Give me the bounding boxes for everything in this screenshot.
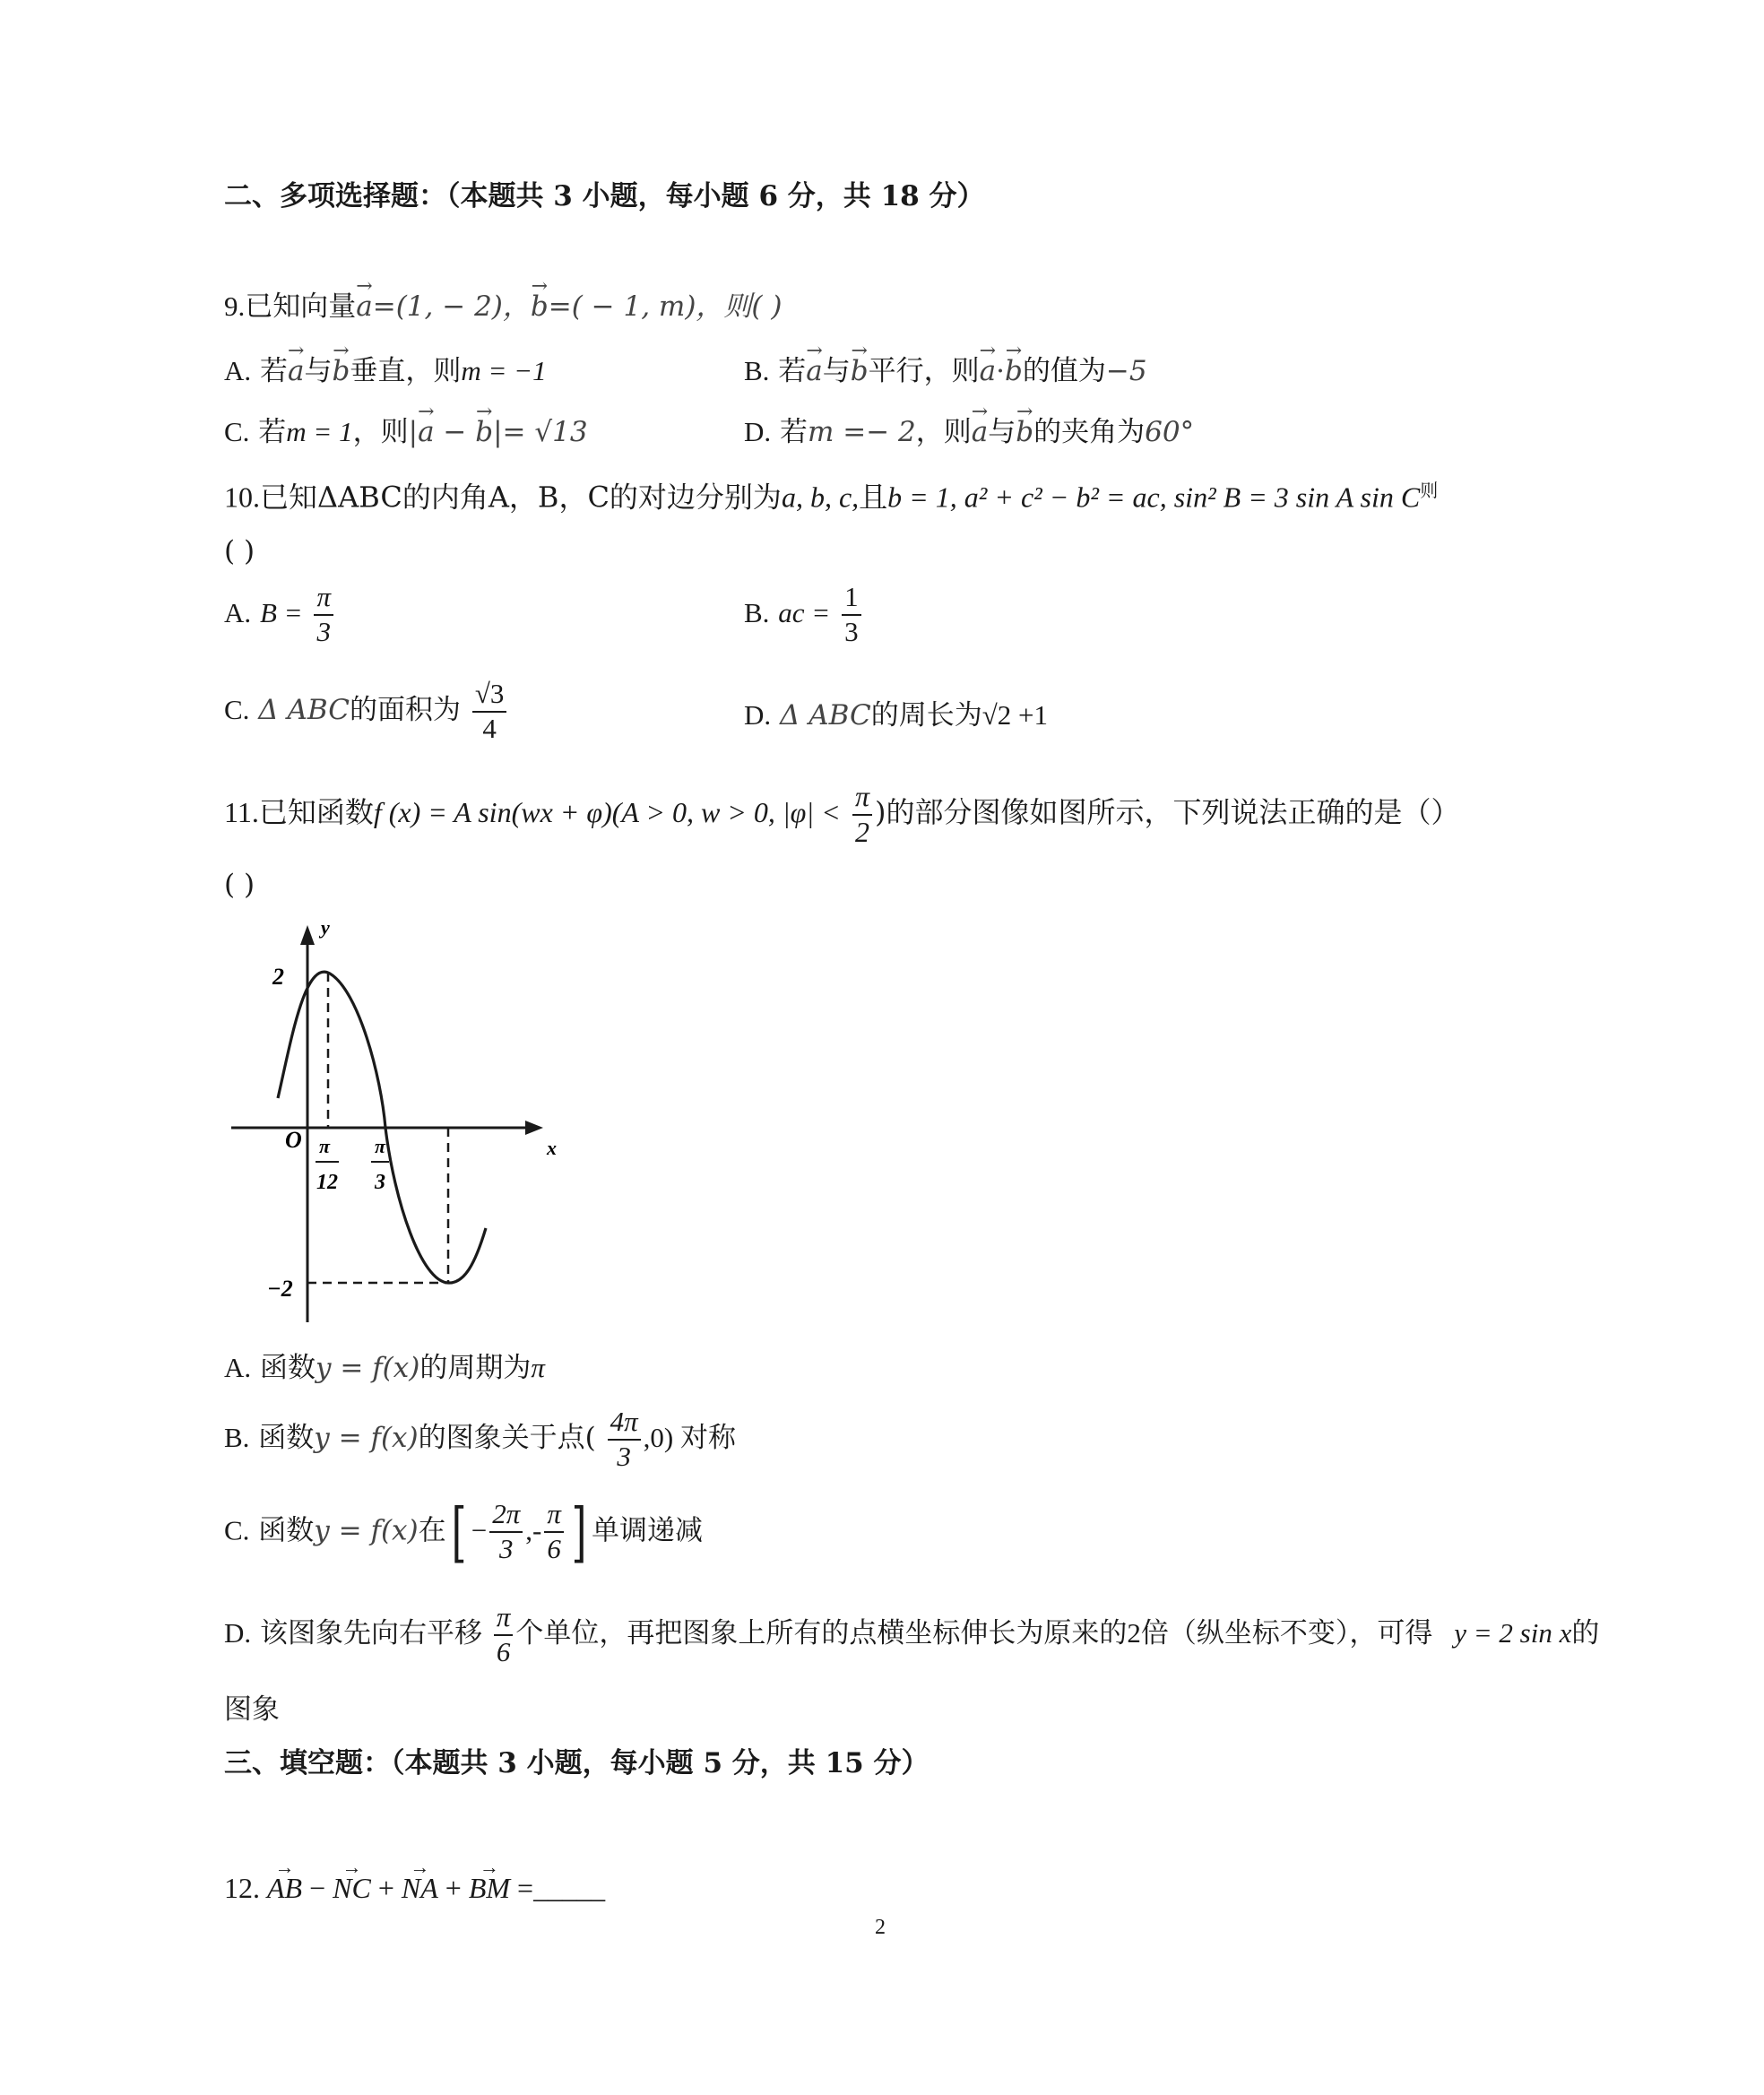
function-graph: [224, 905, 583, 1327]
y-axis-label: y: [321, 916, 330, 939]
question-10-option-b: B. ac = $\frac{1}{3}$: [744, 583, 864, 646]
question-11-stem: 11.已知函数f (x) = A sin(wx + φ)(A > 0, w > 0, |φ| < $\frac{\pi}{2}$ )的部分图像如图所示，下列说法正确的是（）: [224, 780, 1460, 848]
section-2-heading: 二、多项选择题：（本题共 3 小题，每小题 6 分，共 18 分）: [224, 180, 985, 212]
tick-pi-12-num: π: [318, 1135, 331, 1157]
page-number: 2: [875, 1916, 886, 1939]
tick-pi-12-den: 12: [316, 1171, 338, 1194]
question-11-option-a: A. 函数y = f(x)的周期为π: [224, 1352, 545, 1384]
fraction: $\frac{2\pi}{3}$: [489, 1500, 523, 1563]
question-10-option-d: D. Δ ABC的周长为√2 +1: [744, 699, 1048, 732]
origin-label: O: [285, 1127, 302, 1153]
question-11-option-c: C. 函数y = f(x)在[ − $\frac{2\pi}{3}$ ,- $\frac{\pi}{6}$ ] 单调递减: [224, 1494, 703, 1570]
fraction: $\frac{4\pi}{3}$: [608, 1407, 641, 1471]
tick-pi-3-num: π: [374, 1135, 386, 1157]
question-10-paren: ( ): [224, 535, 255, 567]
fraction: $\frac{\pi}{6}$: [544, 1500, 564, 1563]
question-10-option-c: C. Δ ABC的面积为 $\frac{√3}{4}$: [224, 680, 509, 743]
fraction: $\frac{1}{3}$: [842, 583, 861, 646]
question-9-option-c: C. 若m = 1，则|→ a − → b|= √13: [224, 418, 588, 446]
fraction: $\frac{√3}{4}$: [472, 680, 507, 743]
question-11-option-d-continued: 图象: [224, 1693, 280, 1726]
y-min-label: −2: [267, 1276, 293, 1302]
fraction: $\frac{\pi}{3}$: [314, 583, 333, 646]
y-axis-arrow: [300, 925, 315, 945]
question-9-stem: 9.已知向量→ a=(1, − 2)，→ b=( − 1, m)，则( ): [224, 292, 782, 321]
question-12: 12. → AB − → NC + → NA + → BM =_____: [224, 1874, 605, 1902]
section-3-heading: 三、填空题：（本题共 3 小题，每小题 5 分，共 15 分）: [224, 1747, 930, 1779]
y-max-label: 2: [272, 964, 284, 990]
question-11-option-b: B. 函数y = f(x)的图象关于点( $\frac{4\pi}{3}$ ,0) 对称: [224, 1406, 736, 1472]
question-11-option-d: D. 该图象先向右平移 $\frac{\pi}{6}$ 个单位，再把图象上所有的点横坐标伸长为原来的2倍（纵坐标不变），可得 y = 2 sin x的: [224, 1601, 1600, 1667]
x-axis-label: x: [547, 1137, 557, 1159]
question-10-option-a: A. B = $\frac{\pi}{3}$: [224, 583, 336, 646]
tick-pi-3-den: 3: [375, 1171, 385, 1194]
question-9-option-b: B. 若→ a与→ b平行，则→ a·→ b的值为−5: [744, 357, 1147, 385]
fraction: $\frac{\pi}{2}$: [852, 782, 872, 847]
fraction: $\frac{\pi}{6}$: [494, 1603, 514, 1666]
question-9-option-d: D. 若m =− 2，则→ a与→ b的夹角为60°: [744, 418, 1194, 446]
x-axis-arrow: [525, 1121, 543, 1135]
question-10-stem: 10.已知ΔABC的内角A，B，C的对边分别为a, b, c,且b = 1, a² + c² − b² = ac, sin² B = 3 sin A $\sin C^则$: [224, 480, 1439, 515]
question-11-paren: ( ): [224, 869, 255, 901]
question-9-option-a: A. 若→ a与→ b垂直，则m = −1: [224, 357, 547, 385]
